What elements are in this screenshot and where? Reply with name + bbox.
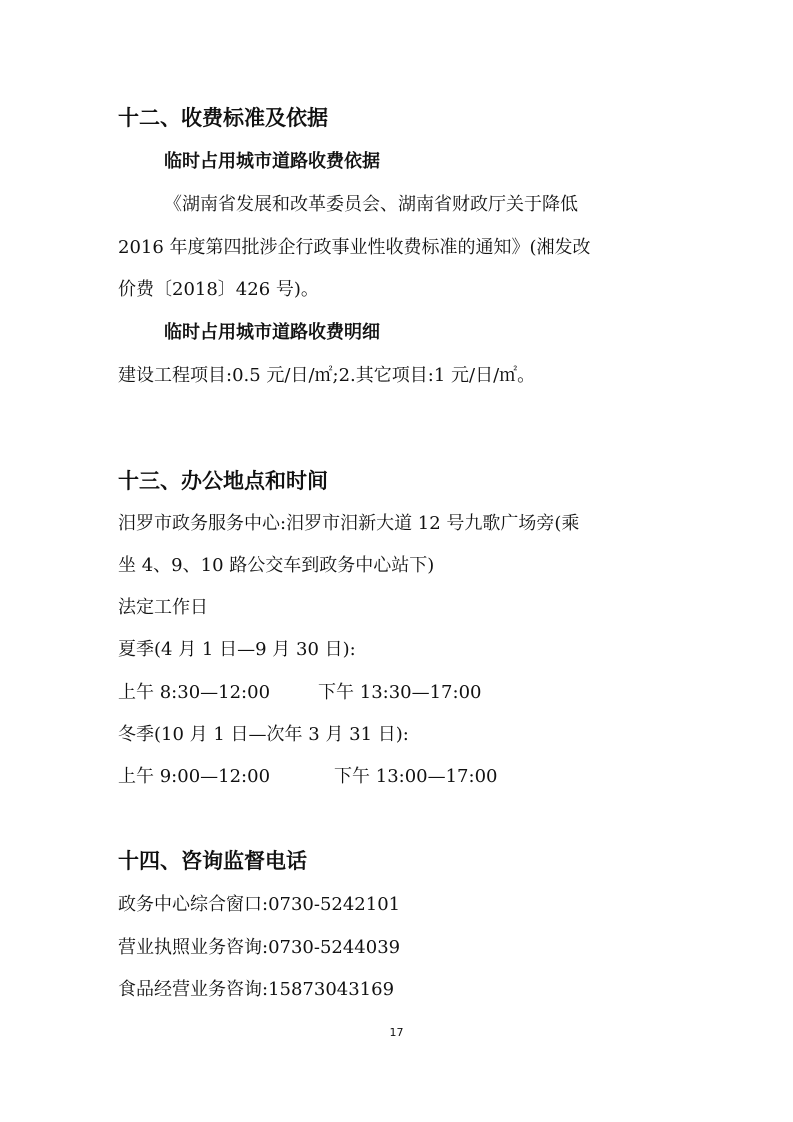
office-address-line-1: 汨罗市政务服务中心:汨罗市汨新大道 12 号九歌广场旁(乘 xyxy=(118,513,580,534)
workday-label: 法定工作日 xyxy=(118,597,208,618)
fee-basis-line-2: 2016 年度第四批涉企行政事业性收费标准的通知》(湘发改 xyxy=(118,237,591,258)
summer-label: 夏季(4 月 1 日—9 月 30 日): xyxy=(118,639,356,660)
fee-detail-heading: 临时占用城市道路收费明细 xyxy=(164,322,380,343)
winter-hours xyxy=(118,765,497,789)
phone-line-2: 营业执照业务咨询:0730-5244039 xyxy=(118,937,401,958)
page-number: 17 xyxy=(389,1026,404,1039)
section-14-title: 十四、咨询监督电话 xyxy=(118,849,307,873)
winter-afternoon-hours: 下午 13:00—17:00 xyxy=(334,766,498,787)
fee-detail-line: 建设工程项目:0.5 元/日/㎡;2.其它项目:1 元/日/㎡。 xyxy=(118,365,536,386)
phone-line-3: 食品经营业务咨询:15873043169 xyxy=(118,979,395,1000)
phone-line-1: 政务中心综合窗口:0730-5242101 xyxy=(118,894,401,915)
fee-basis-heading: 临时占用城市道路收费依据 xyxy=(164,151,380,172)
fee-basis-line-3: 价费〔2018〕426 号)。 xyxy=(118,279,319,300)
winter-label: 冬季(10 月 1 日—次年 3 月 31 日): xyxy=(118,724,409,745)
summer-hours xyxy=(118,681,481,705)
section-12-title: 十二、收费标准及依据 xyxy=(118,106,328,130)
office-address-line-2: 坐 4、9、10 路公交车到政务中心站下) xyxy=(118,555,435,576)
fee-basis-line-1: 《湖南省发展和改革委员会、湖南省财政厅关于降低 xyxy=(164,194,578,215)
summer-afternoon-hours: 下午 13:30—17:00 xyxy=(318,682,482,703)
section-13-title: 十三、办公地点和时间 xyxy=(118,469,328,493)
winter-morning-hours: 上午 9:00—12:00 xyxy=(118,766,271,787)
summer-morning-hours: 上午 8:30—12:00 xyxy=(118,682,271,703)
